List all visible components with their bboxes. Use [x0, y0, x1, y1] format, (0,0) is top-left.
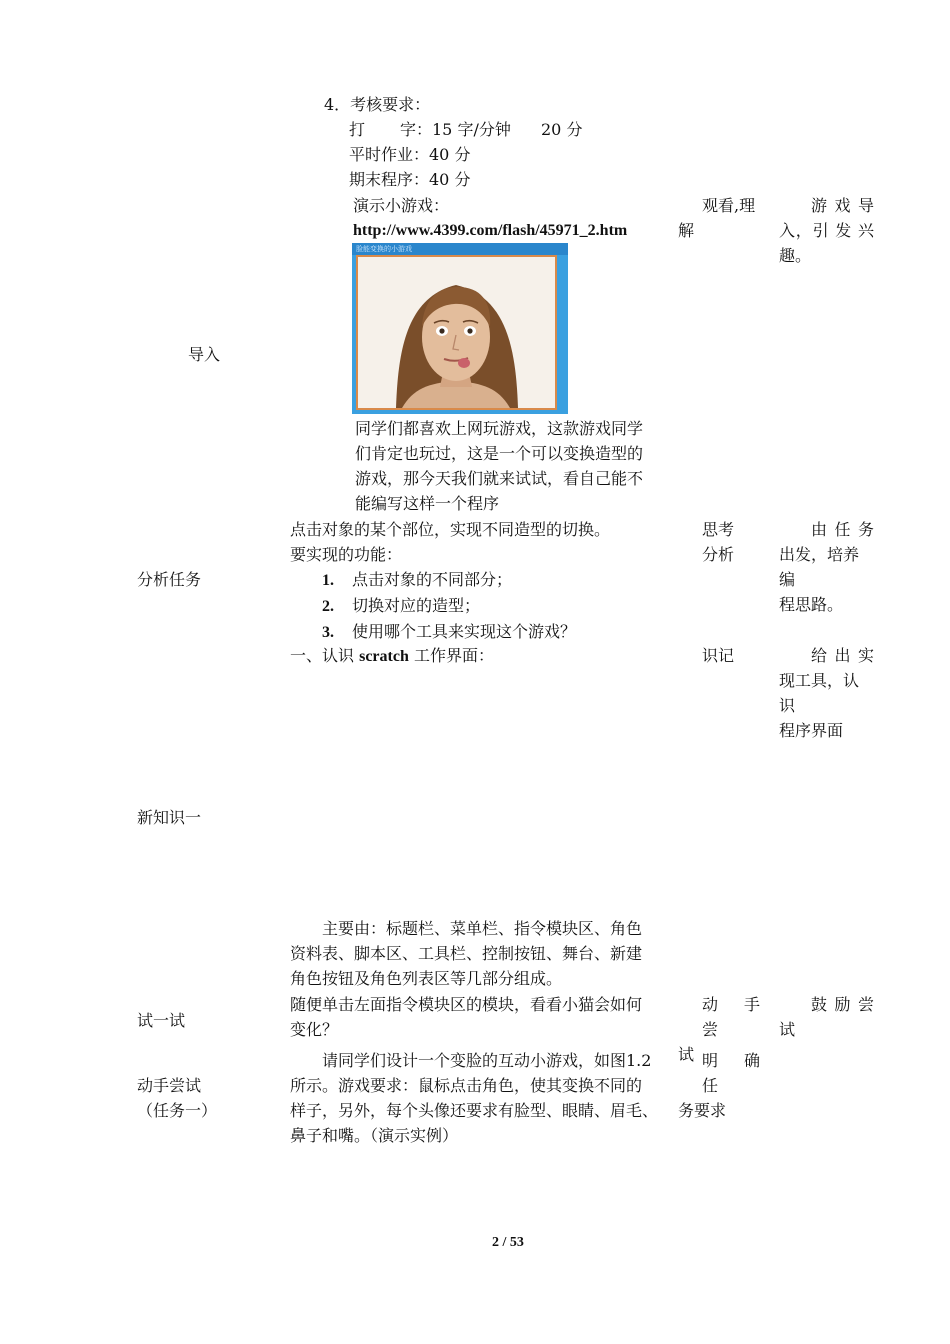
knowledge-paragraph-line: 角色按钮及角色列表区等几部分组成。: [290, 969, 563, 988]
try-student-activity-line: 试: [678, 1045, 695, 1064]
page-number: [492, 1230, 524, 1255]
stage-label-analysis: 分析任务: [137, 570, 202, 589]
assessment-heading: 4．考核要求：: [324, 95, 431, 114]
intro-design-intent-line: 趣。: [779, 246, 812, 265]
page-separator: /: [499, 1235, 510, 1250]
try-text-line: 变化？: [290, 1020, 339, 1039]
demo-game-label: 演示小游戏：: [353, 196, 450, 215]
analysis-list: [322, 567, 576, 645]
try-design-intent-line: 鼓 励 尝: [811, 995, 874, 1014]
task-one-student-activity-line: 务要求: [678, 1101, 727, 1120]
intro-design-intent-line: 入，引 发 兴: [779, 221, 874, 240]
intro-student-activity: [678, 193, 760, 243]
analysis-student-activity-line: 分析: [702, 545, 735, 564]
intro-student-activity-line: 解: [678, 221, 695, 240]
list-item-text: 点击对象的不同部分；: [352, 570, 513, 589]
task-one-student-activity: [678, 1048, 760, 1123]
knowledge-heading-bold: scratch: [359, 648, 409, 665]
task-one-text-line: 鼻子和嘴。（演示实例）: [290, 1126, 459, 1145]
intro-design-intent: [779, 193, 874, 268]
knowledge-design-intent-line: 给 出 实: [811, 646, 874, 665]
typing-requirement-label-b: 字：15 字/分钟: [400, 120, 511, 139]
knowledge-heading-prefix: 一、认识: [290, 646, 360, 665]
face-illustration: [358, 257, 555, 408]
demo-game-url[interactable]: http://www.4399.com/flash/45971_2.htm: [353, 222, 628, 239]
try-student-activity-line: 动 手 尝: [702, 995, 760, 1039]
screenshot-stage: [356, 255, 557, 410]
intro-paragraph-line: 同学们都喜欢上网玩游戏，这款游戏同学: [355, 419, 644, 438]
analysis-design-intent-line: 由 任 务: [811, 520, 874, 539]
stage-label-knowledge: 新知识一: [137, 808, 202, 827]
list-item-number: 3.: [322, 624, 334, 641]
list-item: [322, 567, 576, 593]
stage-label-try: 试一试: [137, 1011, 186, 1030]
analysis-student-activity-line: 思考: [702, 520, 735, 539]
try-design-intent: [779, 992, 874, 1042]
typing-score: 20 分: [541, 120, 583, 139]
stage-label-task-one-line: 动手尝试: [137, 1076, 202, 1095]
knowledge-design-intent-line: 程序界面: [779, 721, 844, 740]
analysis-design-intent-line: 程思路。: [779, 595, 844, 614]
page-total: 53: [509, 1235, 524, 1250]
intro-paragraph-line: 游戏，那今天我们就来试试，看自己能不: [355, 469, 644, 488]
list-item: [322, 593, 576, 619]
knowledge-paragraph: [290, 916, 660, 991]
list-item-text: 使用哪个工具来实现这个游戏？: [352, 622, 577, 641]
analysis-student-activity: [702, 517, 734, 567]
list-item: [322, 619, 576, 645]
knowledge-student-activity: 识记: [702, 646, 735, 665]
analysis-line-2: 要实现的功能：: [290, 545, 403, 564]
try-text: [290, 992, 642, 1042]
stage-label-task-one: [137, 1073, 217, 1123]
screenshot-titlebar: 脸能变换的小游戏: [352, 243, 568, 255]
task-one-text-line: 样子，另外，每个头像还要求有脸型、眼睛、眉毛、: [290, 1101, 659, 1120]
list-item-number: 1.: [322, 572, 334, 589]
knowledge-heading-suffix: 工作界面：: [408, 646, 494, 665]
intro-paragraph-line: 们肯定也玩过，这是一个可以变换造型的: [355, 444, 644, 463]
list-item-number: 2.: [322, 598, 334, 615]
stage-label-intro: 导入: [188, 345, 221, 364]
knowledge-design-intent: [779, 643, 874, 743]
knowledge-paragraph-line: 资料表、脚本区、工具栏、控制按钮、舞台、新建: [290, 944, 643, 963]
task-one-text-line: 请同学们设计一个变脸的互动小游戏，如图1.2: [322, 1051, 652, 1070]
intro-paragraph-line: 能编写这样一个程序: [355, 494, 500, 513]
knowledge-paragraph-line: 主要由：标题栏、菜单栏、指令模块区、角色: [322, 919, 643, 938]
analysis-design-intent: [779, 517, 874, 617]
task-one-text-line: 所示。游戏要求：鼠标点击角色，使其变换不同的: [290, 1076, 643, 1095]
final-program-requirement: 期末程序：40 分: [349, 170, 471, 189]
intro-student-activity-line: 观看,理: [702, 196, 756, 215]
task-one-text: [290, 1048, 660, 1148]
stage-label-task-one-line: （任务一）: [137, 1101, 218, 1120]
game-screenshot: [352, 243, 568, 414]
task-one-student-activity-line: 明 确 任: [702, 1051, 760, 1095]
intro-paragraph: [355, 416, 658, 516]
typing-requirement-label-a: 打: [349, 120, 366, 139]
analysis-design-intent-line: 出发，培养编: [779, 545, 860, 589]
knowledge-heading: [290, 643, 494, 669]
try-text-line: 随便单击左面指令模块区的模块，看看小猫会如何: [290, 995, 643, 1014]
try-design-intent-line: 试: [779, 1020, 796, 1039]
homework-requirement: 平时作业：40 分: [349, 145, 471, 164]
list-item-text: 切换对应的造型；: [352, 596, 481, 615]
intro-design-intent-line: 游 戏 导: [811, 196, 874, 215]
analysis-line-1: 点击对象的某个部位，实现不同造型的切换。: [290, 520, 611, 539]
knowledge-design-intent-line: 现工具，认识: [779, 671, 860, 715]
page-current: 2: [492, 1235, 499, 1250]
